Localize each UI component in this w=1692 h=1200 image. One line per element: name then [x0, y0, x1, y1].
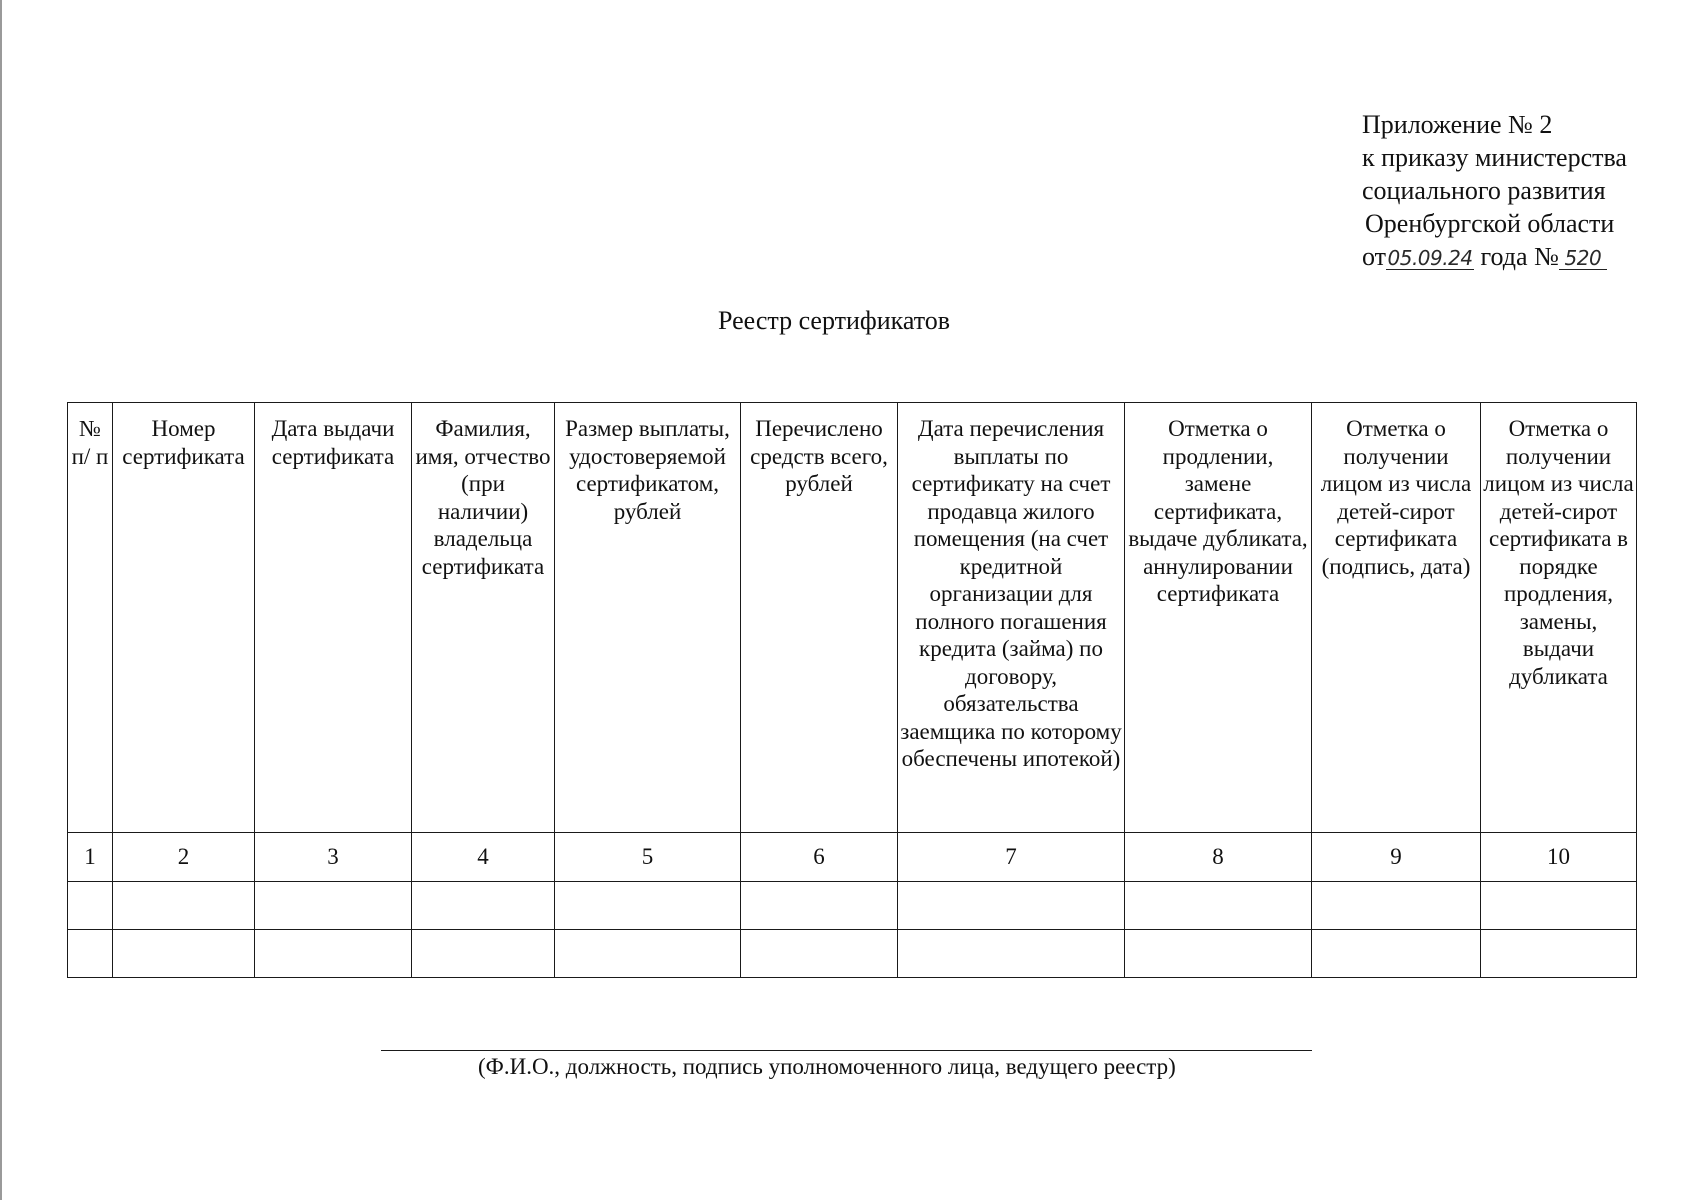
- header-cell: Отметка о получении лицом из числа детей-сирот сертификата (подпись, дата): [1312, 403, 1481, 833]
- appendix-title: Приложение № 2: [1362, 110, 1553, 139]
- header-cell: Дата перечисления выплаты по сертификату на счет продавца жилого помещения (на счет кредитной организации для полного погашения кредита (займа) по договору, обязательства заемщика по которому обеспечены ипотекой): [898, 403, 1125, 833]
- header-row: [68, 403, 1637, 833]
- appendix-block: [1362, 108, 1627, 273]
- table-cell: [68, 930, 113, 978]
- column-number-cell: 8: [1125, 833, 1312, 882]
- table-cell: [412, 930, 555, 978]
- header-cell: Отметка о продлении, замене сертификата, выдаче дубликата, аннулировании сертификата: [1125, 403, 1312, 833]
- table-cell: [1312, 882, 1481, 930]
- table-cell: [113, 882, 255, 930]
- header-cell: № п/ п: [68, 403, 113, 833]
- column-number-cell: 5: [555, 833, 741, 882]
- column-number-cell: 2: [113, 833, 255, 882]
- table-cell: [255, 882, 412, 930]
- table-cell: [741, 882, 898, 930]
- column-number-cell: 3: [255, 833, 412, 882]
- appendix-ministry-line: социального развития: [1362, 176, 1606, 205]
- table-cell: [741, 930, 898, 978]
- date-prefix: от: [1362, 242, 1387, 271]
- table-cell: [68, 882, 113, 930]
- column-number-cell: 9: [1312, 833, 1481, 882]
- header-cell: Дата выдачи сертификата: [255, 403, 412, 833]
- header-cell: Размер выплаты, удостоверяемой сертификатом, рублей: [555, 403, 741, 833]
- column-number-cell: 4: [412, 833, 555, 882]
- year-label: года №: [1480, 242, 1559, 271]
- table-cell: [412, 882, 555, 930]
- appendix-region-line: Оренбургской области: [1365, 209, 1615, 238]
- table-cell: [255, 930, 412, 978]
- table-cell: [898, 930, 1125, 978]
- table-row: [68, 930, 1637, 978]
- table-cell: [555, 882, 741, 930]
- document-title: Реестр сертификатов: [718, 306, 951, 335]
- handwritten-number: 520: [1559, 247, 1607, 270]
- header-cell: Отметка о получении лицом из числа детей-сирот сертификата в порядке продления, замены, выдачи дубликата: [1481, 403, 1637, 833]
- signature-caption: (Ф.И.О., должность, подпись уполномоченного лица, ведущего реестр): [478, 1054, 1176, 1079]
- table-cell: [1481, 930, 1637, 978]
- column-number-cell: 6: [741, 833, 898, 882]
- table-cell: [555, 930, 741, 978]
- table-cell: [1481, 882, 1637, 930]
- appendix-date-line: [1362, 240, 1627, 273]
- table-cell: [1312, 930, 1481, 978]
- header-cell: Перечислено средств всего, рублей: [741, 403, 898, 833]
- handwritten-date: 05.09.24: [1387, 246, 1473, 270]
- certificate-registry-table: [67, 402, 1637, 978]
- header-cell: Номер сертификата: [113, 403, 255, 833]
- table-cell: [898, 882, 1125, 930]
- table-cell: [113, 930, 255, 978]
- column-number-cell: 7: [898, 833, 1125, 882]
- table-cell: [1125, 930, 1312, 978]
- table-row: [68, 882, 1637, 930]
- table-cell: [1125, 882, 1312, 930]
- signature-line: [381, 1050, 1312, 1051]
- column-number-cell: 1: [68, 833, 113, 882]
- appendix-order-line: к приказу министерства: [1362, 143, 1627, 172]
- page-edge: [0, 0, 2, 1200]
- column-number-cell: 10: [1481, 833, 1637, 882]
- header-cell: Фамилия, имя, отчество (при наличии) владельца сертификата: [412, 403, 555, 833]
- column-number-row: [68, 833, 1637, 882]
